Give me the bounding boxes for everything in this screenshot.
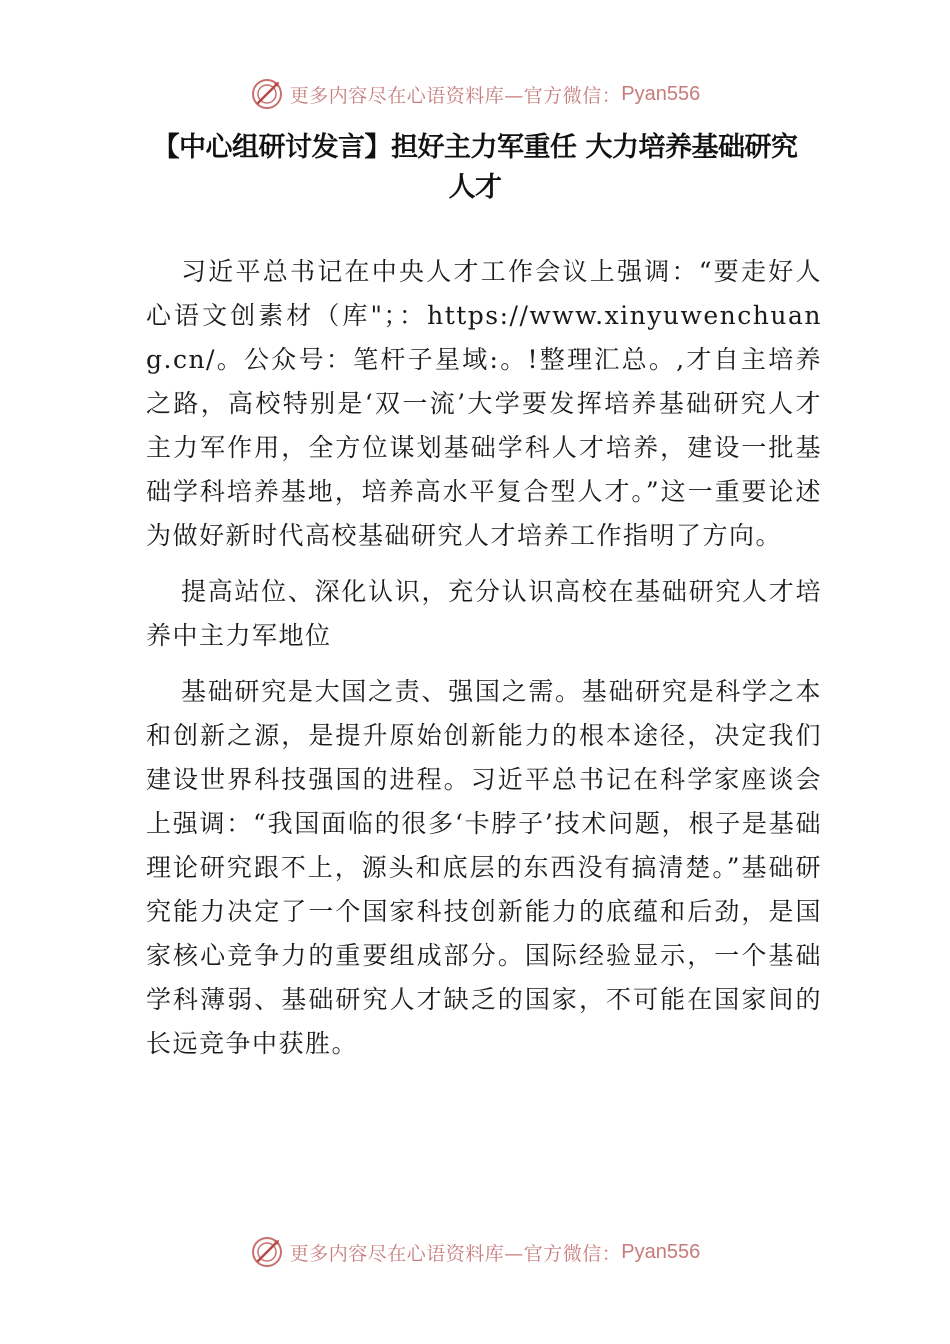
library-logo-icon [250, 77, 284, 111]
paragraph-3: 基础研究是大国之责、强国之需。基础研究是科学之本和创新之源，是提升原始创新能力的根本途径，决定我们建设世界科技强国的进程。习近平总书记在科学家座谈会上强调：“我国面临的很多‘卡脖子’技术问题，根子是基础理论研究跟不上，源头和底层的东西没有搞清楚。”基础研究能力决定了一个国家科技创新能力的底蕴和后劲，是国家核心竞争力的重要组成部分。国际经验显示，一个基础学科薄弱、基础研究人才缺乏的国家，不可能在国家间的长远竞争中获胜。 [146, 677, 822, 1058]
library-logo-icon [250, 1235, 284, 1269]
footer-promo-text: 更多内容尽在心语资料库—官方微信： [289, 1242, 622, 1265]
header-wechat-account: Pyan556 [621, 82, 701, 105]
footer-watermark [0, 1232, 950, 1272]
document-body [146, 250, 822, 1078]
paragraph-1: 习近平总书记在中央人才工作会议上强调：“要走好人心语文创素材（库"；：https://www.xinyuwenchuang.cn/。公众号：笔杆子星域:。!整理汇总。,才自主培养之路，高校特别是‘双一流’大学要发挥培养基础研究人才主力军作用，全方位谋划基础学科人才培养，建设一批基础学科培养基地，培养高水平复合型人才。”这一重要论述为做好新时代高校基础研究人才培养工作指明了方向。 [146, 257, 822, 550]
paragraph-2-heading: 提高站位、深化认识，充分认识高校在基础研究人才培养中主力军地位 [146, 577, 822, 650]
header-watermark [0, 74, 950, 114]
header-promo-text: 更多内容尽在心语资料库—官方微信： [289, 84, 622, 107]
document-title: 【中心组研讨发言】担好主力军重任 大力培养基础研究人才 [152, 132, 798, 203]
footer-wechat-account: Pyan556 [621, 1240, 701, 1263]
